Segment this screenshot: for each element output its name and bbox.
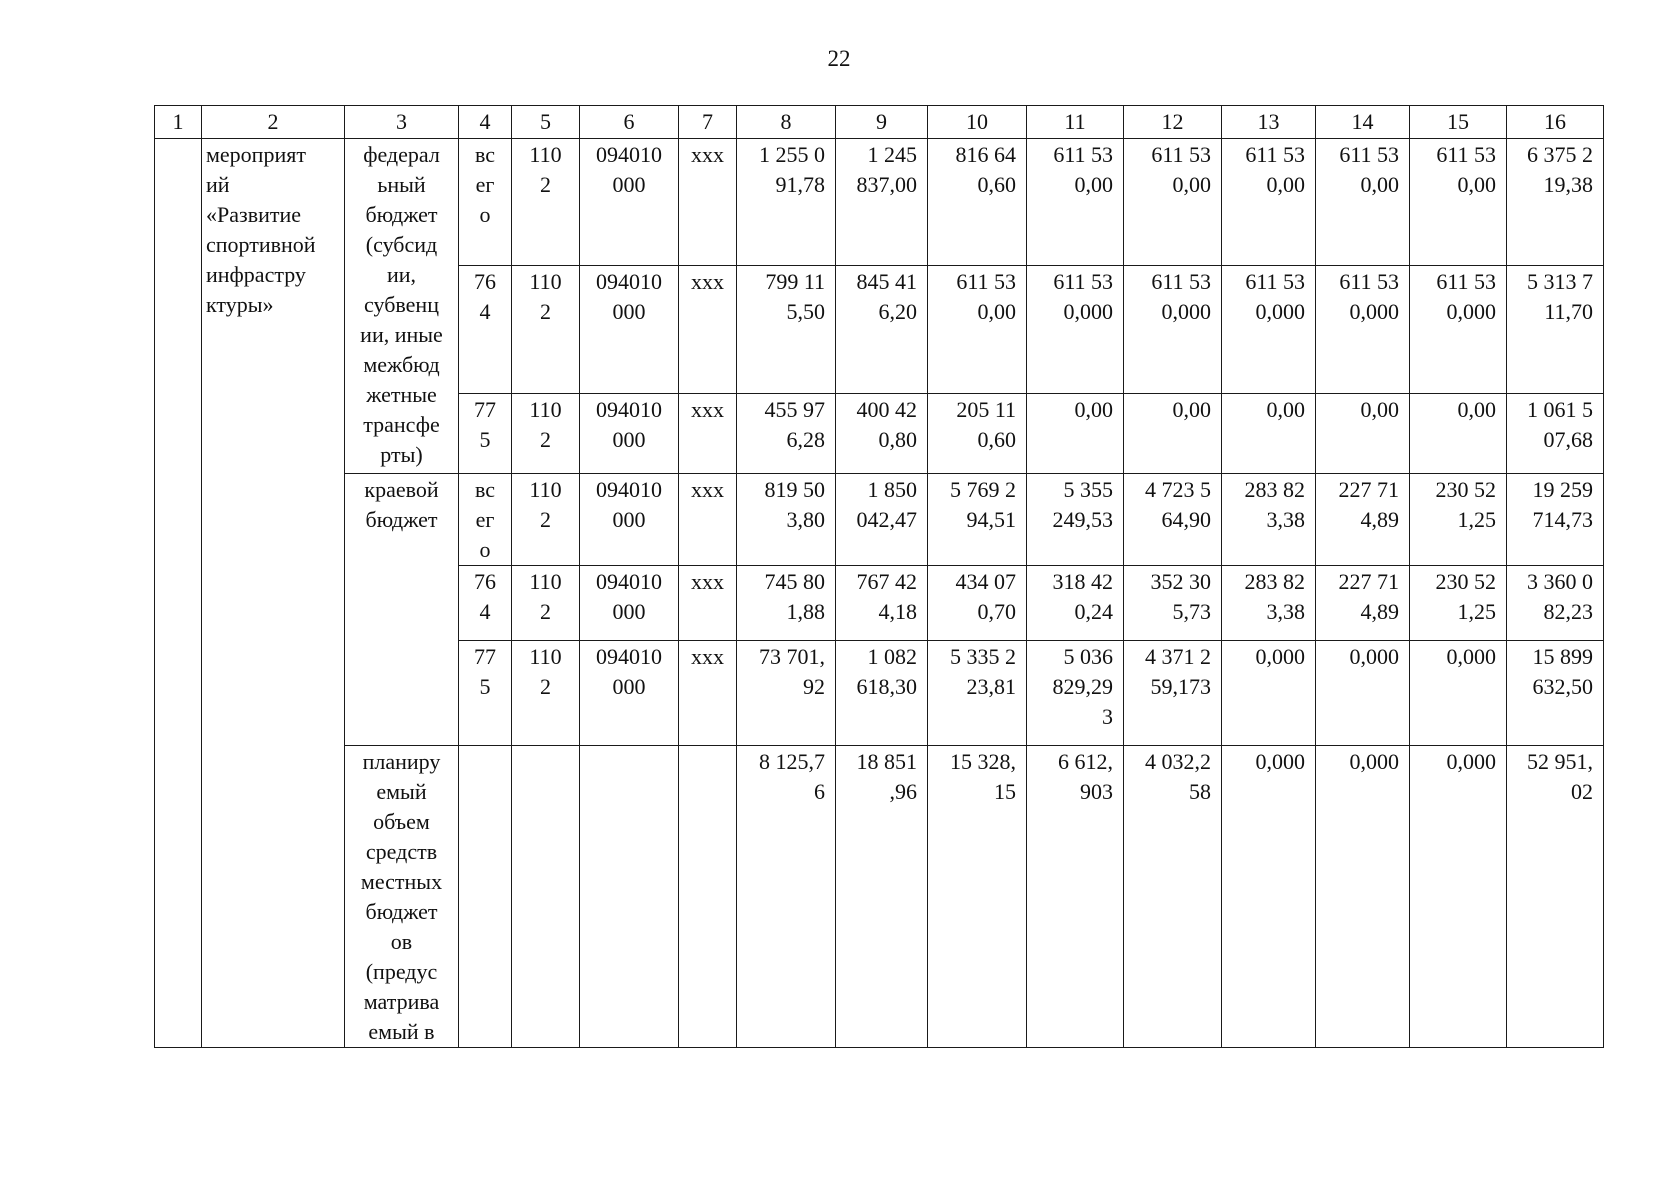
cell: 3 360 0 82,23 — [1507, 566, 1604, 641]
cell: 110 2 — [512, 474, 580, 566]
cell: 19 259 714,73 — [1507, 474, 1604, 566]
cell: 400 42 0,80 — [836, 394, 928, 474]
header-cell: 7 — [679, 106, 737, 139]
header-cell: 5 — [512, 106, 580, 139]
cell: 0,000 — [1222, 641, 1316, 746]
table-row — [155, 746, 1604, 1048]
cell: 283 82 3,38 — [1222, 474, 1316, 566]
cell: 611 53 0,000 — [1410, 266, 1507, 394]
cell: 611 53 0,00 — [1124, 139, 1222, 266]
cell: 816 64 0,60 — [928, 139, 1027, 266]
cell: 434 07 0,70 — [928, 566, 1027, 641]
cell: 76 4 — [459, 566, 512, 641]
cell: 110 2 — [512, 641, 580, 746]
cell: 1 245 837,00 — [836, 139, 928, 266]
cell: 77 5 — [459, 641, 512, 746]
cell: 8 125,7 6 — [737, 746, 836, 1048]
cell: 110 2 — [512, 566, 580, 641]
cell: 0,00 — [1124, 394, 1222, 474]
header-cell: 16 — [1507, 106, 1604, 139]
cell: 0,00 — [1222, 394, 1316, 474]
cell — [580, 746, 679, 1048]
cell: 611 53 0,00 — [1316, 139, 1410, 266]
budget-table — [154, 105, 1604, 1048]
table-row — [155, 139, 1604, 266]
cell: ххх — [679, 266, 737, 394]
cell: 227 71 4,89 — [1316, 566, 1410, 641]
cell: 0,00 — [1316, 394, 1410, 474]
cell: 455 97 6,28 — [737, 394, 836, 474]
header-cell: 13 — [1222, 106, 1316, 139]
cell: 5 036 829,29 3 — [1027, 641, 1124, 746]
cell: 15 328, 15 — [928, 746, 1027, 1048]
cell: 110 2 — [512, 139, 580, 266]
cell: 1 082 618,30 — [836, 641, 928, 746]
cell: 611 53 0,00 — [1222, 139, 1316, 266]
cell: 094010 000 — [580, 394, 679, 474]
cell: 227 71 4,89 — [1316, 474, 1410, 566]
cell: 611 53 0,000 — [1222, 266, 1316, 394]
cell: вс ег о — [459, 139, 512, 266]
header-cell: 10 — [928, 106, 1027, 139]
cell: 799 11 5,50 — [737, 266, 836, 394]
header-cell: 3 — [345, 106, 459, 139]
cell: 4 723 5 64,90 — [1124, 474, 1222, 566]
header-cell: 11 — [1027, 106, 1124, 139]
cell: 318 42 0,24 — [1027, 566, 1124, 641]
cell — [459, 746, 512, 1048]
cell: 1 255 0 91,78 — [737, 139, 836, 266]
cell: 73 701, 92 — [737, 641, 836, 746]
cell: 4 032,2 58 — [1124, 746, 1222, 1048]
source-local-cell: планиру емый объем средств местных бюджет ов (предус матрива емый в — [345, 746, 459, 1048]
cell: 094010 000 — [580, 139, 679, 266]
source-regional-cell: краевой бюджет — [345, 474, 459, 746]
cell: 5 769 2 94,51 — [928, 474, 1027, 566]
cell: 611 53 0,00 — [928, 266, 1027, 394]
cell: 611 53 0,00 — [1410, 139, 1507, 266]
cell: 4 371 2 59,173 — [1124, 641, 1222, 746]
cell: ххх — [679, 474, 737, 566]
cell: 205 11 0,60 — [928, 394, 1027, 474]
cell: вс ег о — [459, 474, 512, 566]
cell: 6 375 2 19,38 — [1507, 139, 1604, 266]
cell: 52 951, 02 — [1507, 746, 1604, 1048]
cell: 767 42 4,18 — [836, 566, 928, 641]
cell: 0,000 — [1410, 641, 1507, 746]
table-row — [155, 474, 1604, 566]
cell: 845 41 6,20 — [836, 266, 928, 394]
cell — [679, 746, 737, 1048]
cell: 1 850 042,47 — [836, 474, 928, 566]
header-cell: 1 — [155, 106, 202, 139]
cell: 0,000 — [1222, 746, 1316, 1048]
cell: 76 4 — [459, 266, 512, 394]
cell: 611 53 0,000 — [1316, 266, 1410, 394]
page-number: 22 — [827, 46, 851, 71]
cell: 819 50 3,80 — [737, 474, 836, 566]
header-cell: 8 — [737, 106, 836, 139]
cell: 094010 000 — [580, 566, 679, 641]
cell: ххх — [679, 641, 737, 746]
cell: 094010 000 — [580, 641, 679, 746]
cell: 0,000 — [1316, 641, 1410, 746]
cell: 18 851 ,96 — [836, 746, 928, 1048]
cell: 77 5 — [459, 394, 512, 474]
header-cell: 14 — [1316, 106, 1410, 139]
cell: 745 80 1,88 — [737, 566, 836, 641]
header-cell: 15 — [1410, 106, 1507, 139]
cell: 094010 000 — [580, 474, 679, 566]
cell: 6 612, 903 — [1027, 746, 1124, 1048]
cell: 352 30 5,73 — [1124, 566, 1222, 641]
cell: 110 2 — [512, 266, 580, 394]
cell: 5 335 2 23,81 — [928, 641, 1027, 746]
cell: 5 313 7 11,70 — [1507, 266, 1604, 394]
cell: 230 52 1,25 — [1410, 566, 1507, 641]
empty-cell — [155, 139, 202, 1048]
cell: 0,000 — [1410, 746, 1507, 1048]
cell: 0,000 — [1316, 746, 1410, 1048]
cell: 5 355 249,53 — [1027, 474, 1124, 566]
cell: 110 2 — [512, 394, 580, 474]
header-cell: 2 — [202, 106, 345, 139]
cell: 230 52 1,25 — [1410, 474, 1507, 566]
header-cell: 4 — [459, 106, 512, 139]
source-federal-cell: федерал ьный бюджет (субсид ии, субвенц ии, иные межбюд жетные трансфе рты) — [345, 139, 459, 474]
cell: 611 53 0,000 — [1027, 266, 1124, 394]
cell: 611 53 0,00 — [1027, 139, 1124, 266]
header-cell: 6 — [580, 106, 679, 139]
cell: 611 53 0,000 — [1124, 266, 1222, 394]
header-cell: 12 — [1124, 106, 1222, 139]
cell: 283 82 3,38 — [1222, 566, 1316, 641]
cell: ххх — [679, 566, 737, 641]
cell: ххх — [679, 394, 737, 474]
event-name-cell: мероприят ий «Развитие спортивной инфрастру ктуры» — [202, 139, 345, 1048]
cell: 0,00 — [1027, 394, 1124, 474]
cell: 094010 000 — [580, 266, 679, 394]
header-row — [155, 106, 1604, 139]
header-cell: 9 — [836, 106, 928, 139]
cell: 15 899 632,50 — [1507, 641, 1604, 746]
cell: 1 061 5 07,68 — [1507, 394, 1604, 474]
cell — [512, 746, 580, 1048]
cell: 0,00 — [1410, 394, 1507, 474]
cell: ххх — [679, 139, 737, 266]
